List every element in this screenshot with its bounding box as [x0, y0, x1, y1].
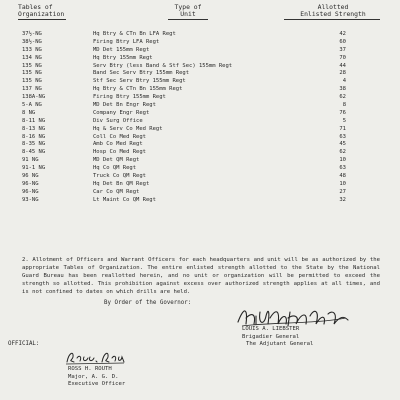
strength-cell: 10	[339, 180, 346, 187]
table-row	[0, 197, 400, 205]
unit-cell: Lt Maint Co QM Regt	[93, 196, 156, 203]
strength-cell: 60	[339, 38, 346, 45]
org-cell: 8-16 NG	[22, 133, 46, 140]
unit-cell: Hq & Serv Co Med Regt	[93, 125, 163, 132]
org-cell: 91-1 NG	[22, 165, 46, 172]
unit-cell: Band Sec Serv Btry 155mm Regt	[93, 70, 190, 77]
unit-cell: Serv Btry (less Band & Stf Sec) 155mm Regt	[93, 62, 233, 69]
org-cell: 91 NG	[22, 157, 39, 164]
unit-cell: Hq Btry & CTn Bn 155mm Regt	[93, 86, 183, 93]
header-line: Allotted	[317, 3, 349, 11]
unit-cell: MD Det QM Regt	[93, 157, 140, 164]
header-underline	[168, 19, 208, 20]
signature-block-executive	[68, 366, 125, 389]
org-cell: 135 NG	[22, 78, 42, 85]
official-rank: Major, A. G. D.	[68, 373, 119, 380]
org-cell: 137 NG	[22, 86, 42, 93]
unit-cell: Hosp Co Med Regt	[93, 149, 146, 156]
strength-cell: 63	[339, 133, 346, 140]
header-tables-of-organization	[18, 4, 64, 18]
strength-cell: 4	[342, 78, 346, 85]
org-cell: 93-NG	[22, 196, 39, 203]
org-cell: 8-45 NG	[22, 149, 46, 156]
unit-cell: Car Co QM Regt	[93, 188, 140, 195]
table-row	[0, 165, 400, 173]
org-cell: 135 NG	[22, 62, 42, 69]
strength-cell: 62	[339, 149, 346, 156]
table-row	[0, 157, 400, 165]
official-label: OFFICIAL:	[8, 341, 40, 347]
strength-cell: 42	[339, 31, 346, 37]
strength-cell: 71	[339, 125, 346, 132]
strength-cell: 76	[339, 109, 346, 116]
table-row	[0, 31, 400, 39]
strength-cell: 8	[342, 102, 346, 109]
header-line: Unit	[180, 10, 196, 18]
unit-cell: Hq Btry & CTn Bn LFA Regt	[93, 31, 176, 37]
header-line: Enlisted Strength	[300, 10, 366, 18]
unit-cell: Amb Co Med Regt	[93, 141, 143, 148]
header-type-of-unit	[175, 4, 202, 18]
org-cell: 135 NG	[22, 70, 42, 77]
executive-officer-signature	[64, 349, 126, 365]
signatory-rank: Brigadier General	[242, 333, 300, 340]
org-cell: 96-NG	[22, 188, 39, 195]
strength-cell: 44	[339, 62, 346, 69]
strength-cell: 5	[342, 117, 346, 124]
table-row	[0, 47, 400, 55]
table-row	[0, 70, 400, 78]
strength-cell: 70	[339, 54, 346, 61]
strength-cell: 32	[339, 196, 346, 203]
header-underline	[18, 19, 66, 20]
table-row	[0, 141, 400, 149]
org-cell: 96 NG	[22, 173, 39, 180]
official-name: ROSS H. ROUTH	[68, 366, 112, 372]
strength-cell: 62	[339, 94, 346, 101]
strength-cell: 38	[339, 86, 346, 93]
org-cell: 8-11 NG	[22, 117, 46, 124]
table-row	[0, 110, 400, 118]
unit-cell: Hq Det Bn QM Regt	[93, 180, 150, 187]
table-row	[0, 118, 400, 126]
table-row	[0, 86, 400, 94]
org-cell: 96-NG	[22, 180, 39, 187]
unit-cell: Firing Btry LFA Regt	[93, 38, 160, 45]
table-row	[0, 181, 400, 189]
table-row	[0, 189, 400, 197]
strength-cell: 37	[339, 46, 346, 53]
signatory-name: LOUIS A. LIEBSTER	[242, 326, 300, 332]
table-row	[0, 126, 400, 134]
table-row	[0, 134, 400, 142]
org-cell: 5-A NG	[22, 102, 42, 109]
table-row	[0, 78, 400, 86]
official-title: Executive Officer	[68, 381, 126, 388]
table-row	[0, 63, 400, 71]
unit-cell: MD Det Bn Engr Regt	[93, 102, 156, 109]
unit-cell: MD Det 155mm Regt	[93, 46, 150, 53]
table-row	[0, 102, 400, 110]
strength-cell: 28	[339, 70, 346, 77]
unit-cell: Company Engr Regt	[93, 109, 150, 116]
signature-block-adjutant	[242, 326, 313, 349]
org-cell: 8 NG	[22, 109, 36, 116]
org-cell: 133 NG	[22, 46, 42, 53]
signatory-title: The Adjutant General	[246, 341, 314, 348]
allotment-table	[0, 31, 400, 205]
table-row	[0, 94, 400, 102]
unit-cell: Hq Co QM Regt	[93, 165, 137, 172]
header-underline	[284, 19, 380, 20]
header-allotted-strength	[300, 4, 365, 18]
header-line: Tables of	[18, 3, 53, 11]
unit-cell: Hq Btry 155mm Regt	[93, 54, 153, 61]
strength-cell: 10	[339, 157, 346, 164]
table-row	[0, 39, 400, 47]
unit-cell: Div Surg Office	[93, 117, 143, 124]
strength-cell: 45	[339, 141, 346, 148]
table-row	[0, 173, 400, 181]
order-line: By Order of the Governor:	[104, 300, 192, 306]
unit-cell: Coll Co Med Regt	[93, 133, 146, 140]
org-cell: 8-35 NG	[22, 141, 46, 148]
org-cell: 138A-NG	[22, 94, 46, 101]
unit-cell: Firing Btry 155mm Regt	[93, 94, 166, 101]
table-row	[0, 55, 400, 63]
strength-cell: 63	[339, 165, 346, 172]
header-line: Type of	[174, 3, 202, 11]
strength-cell: 27	[339, 188, 346, 195]
unit-cell: Truck Co QM Regt	[93, 173, 146, 180]
paragraph-2: 2. Allotment of Officers and Warrant Officers for each headquarters and unit will be as authorized by the appropriate Tables of Organization. The entire enlisted strength allotted to the State by the National Guard Bureau has been reallotted herein, and no unit or organization will be permitted to exceed the strength so allotted. This prohibition against excess over authorized strength applies at all times, and is not confined to dates on which drills are held.	[22, 257, 380, 295]
org-cell: 8-13 NG	[22, 125, 46, 132]
org-cell: 134 NG	[22, 54, 42, 61]
header-line: Organization	[18, 10, 65, 18]
table-row	[0, 149, 400, 157]
org-cell: 37½-NG	[22, 31, 42, 37]
strength-cell: 48	[339, 173, 346, 180]
org-cell: 38½-NG	[22, 38, 42, 45]
unit-cell: Stf Sec Serv Btry 155mm Regt	[93, 78, 186, 85]
